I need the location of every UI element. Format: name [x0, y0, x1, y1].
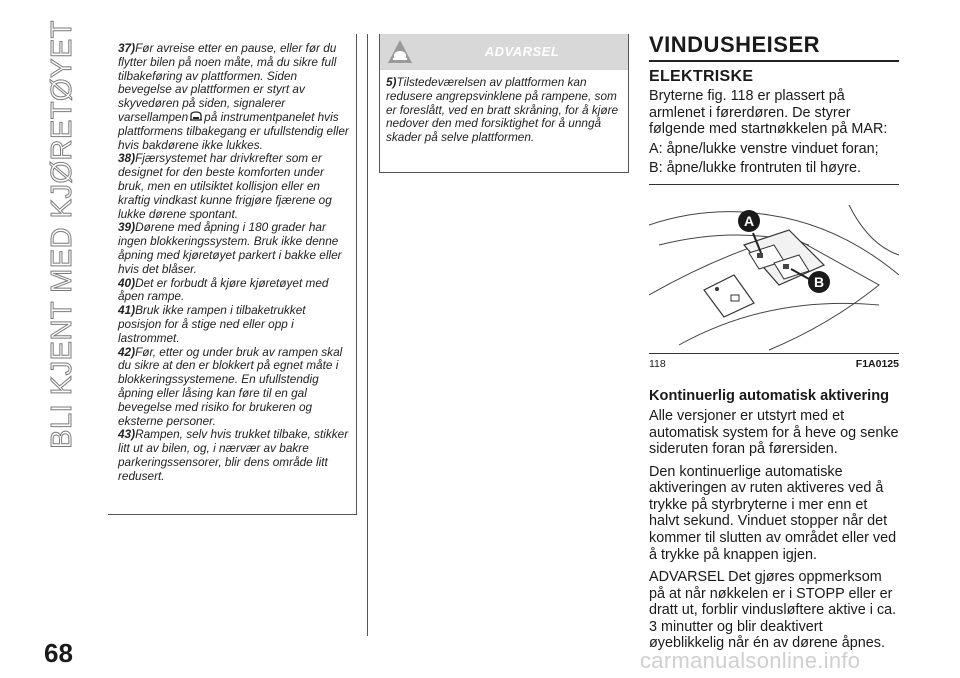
note-39: 39)Dørene med åpning i 180 grader har ingen blokkeringssystem. Bruk ikke denne åpning med kjøretøyet parkert i bakke eller hvis det blåser. — [118, 220, 342, 276]
window-switch-illustration — [649, 185, 899, 353]
section-heading: Kontinuerlig automatisk aktivering — [649, 388, 890, 404]
section-paragraph-3: ADVARSEL Det gjøres oppmerksom på at når nøkkelen er i STOPP eller er dratt ut, forblir vindusløftere aktive i ca. 3 minutter og blir deaktivert øyeblikkelig når én av dørene åpnes. — [649, 569, 897, 652]
section-paragraph-1: Alle versjoner er utstyrt med et automatisk system for å heve og senke sideruten foran på førersiden. — [649, 408, 899, 458]
warning-header — [380, 34, 628, 70]
watermark: carmanualsonline.info — [640, 648, 861, 673]
warning-box — [379, 34, 629, 173]
note-43: 43)Rampen, selv hvis trukket tilbake, stikker litt ut av bilen, og, i nærvær av bakre parkeringssensorer, blir dens område litt redusert. — [118, 427, 349, 483]
switch-b-description: B: åpne/lukke frontruten til høyre. — [649, 160, 861, 177]
section-side-title-text: BLI KJENT MED KJØRETØYET — [45, 20, 78, 449]
section-side-title — [42, 20, 82, 449]
section-paragraph-2: Den kontinuerlige automatiske aktiveringen av ruten aktiveres ved å trykke på styrbryterne i mer enn et halvt sekund. Vinduet stopper når det kommer til slutten av området eller ved å trykke på knappen igjen. — [649, 463, 897, 563]
switch-a-description: A: åpne/lukke venstre vinduet foran; — [649, 140, 879, 157]
figure-number: 118 — [649, 358, 666, 370]
warning-body: 5)Tilstedeværelsen av plattformen kan redusere angrepsvinklene på rampene, som er foreslått, ved en bratt skråning, for å kjøre nedover den med forsiktighet for å unngå skader på selve plattformen. — [386, 75, 619, 145]
notes-list — [108, 34, 356, 484]
platform-warning-lamp-icon — [189, 111, 203, 122]
figure-code: F1A0125 — [855, 358, 899, 370]
note-42: 42)Før, etter og under bruk av rampen skal du sikre at den er blokkert på egnet måte i blokkeringssystemene. En ufullstendig åpning eller låsing kan føre til en gal bevegelse med risiko for brukeren og eksterne personer. — [118, 344, 343, 428]
intro-paragraph: Bryterne fig. 118 er plassert på armlenet i førerdøren. De styrer følgende med startnøkkelen på MAR: — [649, 88, 888, 138]
warning-car-icon — [386, 38, 414, 66]
note-38: 38)Fjærsystemet har drivkrefter som er designet for den beste komforten under bruk, men en utilsiktet kollisjon eller en kraftig vindkast kunne frigjøre fjærene og lukke dørene spontant. — [118, 151, 332, 221]
warning-title: ADVARSEL — [484, 44, 560, 59]
callout-b-label: B — [813, 274, 825, 290]
note-37: 37)Før avreise etter en pause, eller før du flytter bilen på noen måte, må du sikre full tilbakeføring av plattformen. Siden bevegelse av plattformen er styrt av skyvedøren på siden, signalerer varsellampen på instrumentpanelet hvis plattformens tilbakegang er ufullstendig eller hvis bakdørene ikke lukkes. — [118, 41, 349, 152]
column-divider — [367, 34, 368, 636]
article-top — [649, 34, 899, 180]
page-subheading: ELEKTRISKE — [649, 68, 754, 85]
callout-a-label: A — [743, 213, 755, 229]
figure-caption — [649, 358, 899, 372]
heading-rule — [649, 60, 899, 62]
article-bottom — [649, 388, 899, 658]
page-number: 68 — [44, 638, 73, 668]
note-41: 41)Bruk ikke rampen i tilbaketrukket posisjon for å stige ned eller opp i lastrommet. — [118, 303, 306, 345]
notes-box — [108, 34, 357, 515]
note-40: 40)Det er forbudt å kjøre kjøretøyet med åpen rampe. — [118, 275, 329, 304]
page-heading: VINDUSHEISER — [649, 32, 821, 57]
window-switch-figure — [649, 184, 899, 354]
